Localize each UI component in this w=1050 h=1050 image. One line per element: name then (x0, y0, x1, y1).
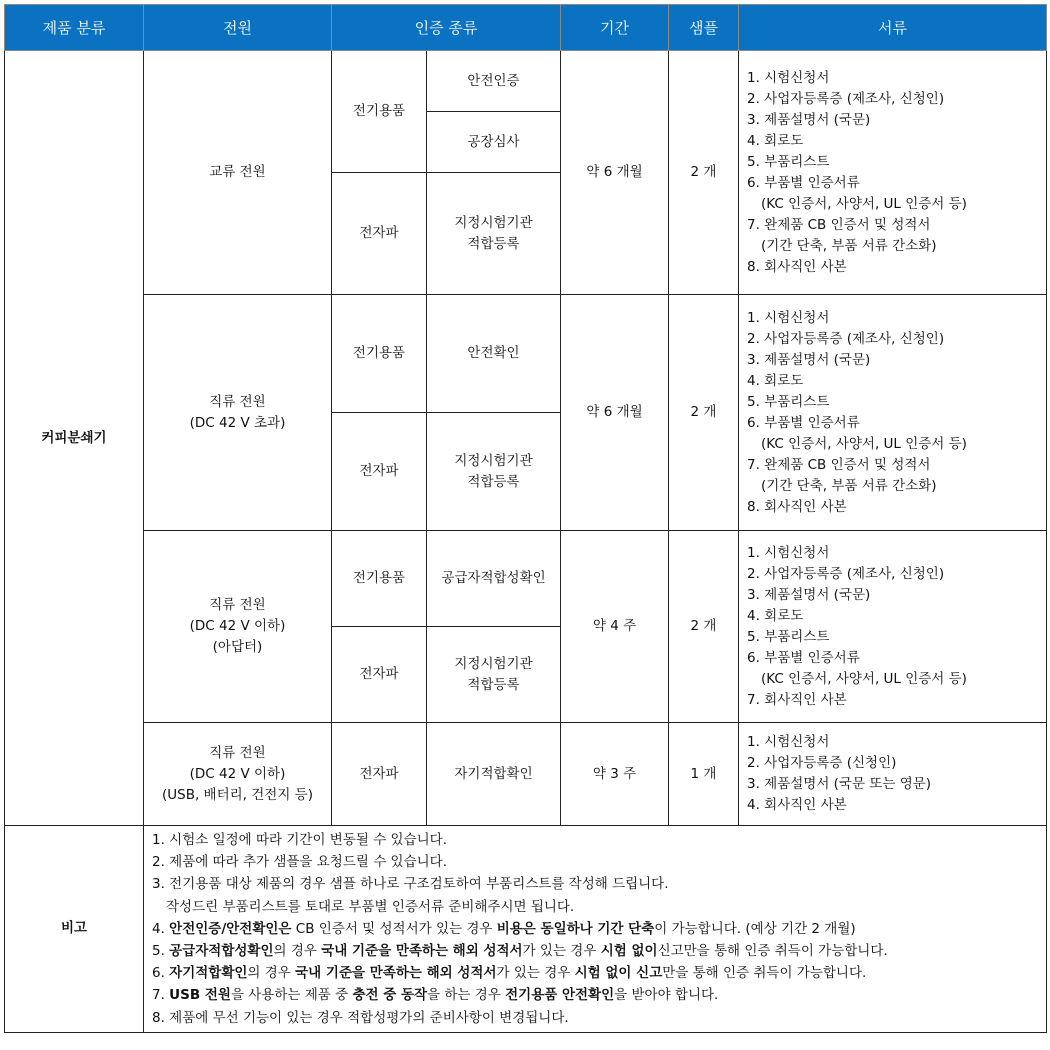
cert-item-line: 적합등록 (467, 676, 520, 693)
cert-item-cell (427, 173, 561, 295)
document-item: (KC 인증서, 사양서, UL 인증서 등) (761, 435, 967, 452)
power-cell (144, 295, 332, 531)
note-line (152, 851, 1038, 873)
document-item: 1. 시험신청서 (747, 544, 830, 561)
note-line (152, 962, 1038, 984)
document-item: (KC 인증서, 사양서, UL 인증서 등) (761, 195, 967, 212)
document-item: 7. 회사직인 사본 (747, 691, 847, 708)
document-item: 5. 부품리스트 (747, 153, 830, 170)
document-item: 3. 제품설명서 (국문 또는 영문) (747, 776, 932, 792)
header-sample: 샘플 (669, 5, 739, 51)
document-item: 4. 회로도 (747, 132, 804, 149)
note-text: 가 있는 경우 (522, 943, 601, 960)
documents-cell (739, 531, 1047, 723)
power-line: (DC 42 V 초과) (189, 414, 286, 431)
table-row (5, 295, 1047, 413)
cert-item-line: 공급자적합성확인 (441, 570, 546, 586)
period-cell: 약 4 주 (561, 531, 669, 723)
power-line: (DC 42 V 이하) (189, 765, 286, 782)
note-text: 을 받아야 합니다. (614, 987, 719, 1004)
document-item: 1. 시험신청서 (747, 309, 830, 326)
note-text: 4. (152, 920, 170, 937)
power-cell (144, 51, 332, 295)
note-text: 5. (152, 943, 170, 960)
note-text: 7. (152, 987, 170, 1004)
note-emphasis: USB 전원 (169, 987, 231, 1004)
cert-item-line: 안전인증 (467, 72, 520, 89)
cert-item-cell (427, 112, 561, 173)
power-line: 직류 전원 (209, 597, 266, 613)
note-text: 을 하는 경우 (427, 987, 506, 1004)
cert-item-cell (427, 723, 561, 826)
note-text: 6. (152, 965, 170, 982)
cert-item-cell (427, 531, 561, 627)
cert-item-line: 자기적합확인 (454, 765, 533, 782)
document-item: 8. 회사직인 사본 (747, 258, 847, 275)
documents-cell (739, 723, 1047, 826)
period-cell: 약 6 개월 (561, 51, 669, 295)
period-cell: 약 6 개월 (561, 295, 669, 531)
header-category: 제품 분류 (5, 5, 144, 51)
table-body (5, 51, 1047, 1033)
note-emphasis: 공급자적합성확인 (169, 943, 274, 960)
cert-item-line: 지정시험기관 (454, 452, 533, 469)
note-text: 3. 전기용품 대상 제품의 경우 샘플 하나로 구조검토하여 부품리스트를 작성해 드립니다. (152, 876, 669, 893)
note-line (152, 896, 1038, 918)
note-line (152, 1007, 1038, 1029)
power-line: 교류 전원 (209, 164, 266, 180)
cert-item-line: 안전확인 (467, 345, 520, 361)
cert-group-cell: 전자파 (332, 723, 427, 826)
cert-group-cell: 전자파 (332, 413, 427, 531)
document-item: 5. 부품리스트 (747, 628, 830, 645)
notes-label-cell: 비고 (5, 826, 144, 1033)
power-line: (USB, 배터리, 건전지 등) (162, 786, 313, 803)
note-text: 8. 제품에 무선 기능이 있는 경우 적합성평가의 준비사항이 변경됩니다. (152, 1009, 569, 1026)
document-item: 3. 제품설명서 (국문) (747, 111, 871, 128)
cert-item-line: 적합등록 (467, 235, 520, 252)
header-row (5, 5, 1047, 51)
document-item: 3. 제품설명서 (국문) (747, 351, 871, 368)
header-cert-type: 인증 종류 (332, 5, 561, 51)
note-emphasis: 국내 기준을 만족하는 해외 성적서 (295, 965, 497, 982)
note-text: 의 경우 (247, 965, 296, 982)
cert-item-line: 공장심사 (467, 133, 520, 150)
document-item: (기간 단축, 부품 서류 간소화) (761, 237, 937, 254)
document-item: 7. 완제품 CB 인증서 및 성적서 (747, 216, 931, 233)
sample-cell: 1 개 (669, 723, 739, 826)
cert-group-cell: 전기용품 (332, 51, 427, 173)
sample-cell: 2 개 (669, 295, 739, 531)
note-emphasis: 시험 없이 신고 (574, 965, 663, 982)
cert-group-cell: 전자파 (332, 627, 427, 723)
document-item: 2. 사업자등록증 (신청인) (747, 755, 897, 771)
note-text: 만을 통해 인증 취득이 가능합니다. (662, 965, 867, 982)
note-text: CB 인증서 및 성적서가 있는 경우 (291, 920, 497, 937)
document-item: 1. 시험신청서 (747, 734, 830, 750)
documents-cell (739, 295, 1047, 531)
document-item: (KC 인증서, 사양서, UL 인증서 등) (761, 670, 967, 687)
document-item: 2. 사업자등록증 (제조사, 신청인) (747, 330, 945, 347)
note-text: 을 사용하는 제품 중 (230, 987, 353, 1004)
note-text: 이 가능합니다. (예상 기간 2 개월) (654, 920, 856, 937)
cert-group-cell: 전기용품 (332, 531, 427, 627)
note-line (152, 940, 1038, 962)
power-line: 직류 전원 (209, 744, 266, 761)
note-emphasis: 국내 기준을 만족하는 해외 성적서 (321, 943, 523, 960)
documents-cell (739, 51, 1047, 295)
cert-item-line: 적합등록 (467, 473, 520, 490)
document-item: (기간 단축, 부품 서류 간소화) (761, 477, 937, 494)
sample-cell: 2 개 (669, 51, 739, 295)
table-row (5, 51, 1047, 112)
document-item: 5. 부품리스트 (747, 393, 830, 410)
cert-item-line: 지정시험기관 (454, 214, 533, 231)
note-emphasis: 충전 중 동작 (352, 987, 428, 1004)
document-item: 7. 완제품 CB 인증서 및 성적서 (747, 456, 931, 473)
cert-item-line: 지정시험기관 (454, 655, 533, 672)
power-cell (144, 531, 332, 723)
document-item: 6. 부품별 인증서류 (747, 174, 860, 191)
note-emphasis: 안전인증/안전확인은 (169, 920, 292, 937)
cert-group-cell: 전자파 (332, 173, 427, 295)
power-line: 직류 전원 (209, 393, 266, 410)
power-line: (DC 42 V 이하) (189, 618, 286, 634)
note-emphasis: 전기용품 안전확인 (505, 987, 615, 1004)
document-item: 2. 사업자등록증 (제조사, 신청인) (747, 90, 945, 107)
power-cell (144, 723, 332, 826)
certification-table (4, 4, 1047, 1033)
note-line (152, 984, 1038, 1006)
product-category-cell: 커피분쇄기 (5, 51, 144, 826)
note-text: 의 경우 (273, 943, 322, 960)
note-emphasis: 시험 없이 (600, 943, 658, 960)
power-line: (아답터) (212, 639, 263, 655)
header-documents: 서류 (739, 5, 1047, 51)
cert-item-cell (427, 51, 561, 112)
notes-row (5, 826, 1047, 1033)
period-cell: 약 3 주 (561, 723, 669, 826)
header-power: 전원 (144, 5, 332, 51)
note-line (152, 918, 1038, 940)
document-item: 6. 부품별 인증서류 (747, 649, 860, 666)
document-item: 2. 사업자등록증 (제조사, 신청인) (747, 565, 945, 582)
table-row (5, 723, 1047, 826)
note-emphasis: 비용은 동일하나 기간 단축 (496, 920, 655, 937)
notes-cell (144, 826, 1047, 1033)
document-item: 8. 회사직인 사본 (747, 498, 847, 515)
cert-item-cell (427, 295, 561, 413)
document-item: 4. 회로도 (747, 607, 804, 624)
document-item: 4. 회로도 (747, 372, 804, 389)
cert-item-cell (427, 627, 561, 723)
document-item: 1. 시험신청서 (747, 69, 830, 86)
note-text: 2. 제품에 따라 추가 샘플을 요청드릴 수 있습니다. (152, 854, 447, 871)
sample-cell: 2 개 (669, 531, 739, 723)
document-item: 3. 제품설명서 (국문) (747, 586, 871, 603)
note-text: 가 있는 경우 (496, 965, 575, 982)
note-line (152, 829, 1038, 851)
document-item: 6. 부품별 인증서류 (747, 414, 860, 431)
header-period: 기간 (561, 5, 669, 51)
note-line (152, 873, 1038, 895)
cert-group-cell: 전기용품 (332, 295, 427, 413)
note-text: 1. 시험소 일정에 따라 기간이 변동될 수 있습니다. (152, 832, 447, 848)
cert-item-cell (427, 413, 561, 531)
document-item: 4. 회사직인 사본 (747, 797, 847, 813)
note-emphasis: 자기적합확인 (169, 965, 248, 982)
note-text: 작성드린 부품리스트를 토대로 부품별 인증서류 준비해주시면 됩니다. (166, 898, 575, 915)
table-row (5, 531, 1047, 627)
note-text: 신고만을 통해 인증 취득이 가능합니다. (657, 943, 888, 960)
